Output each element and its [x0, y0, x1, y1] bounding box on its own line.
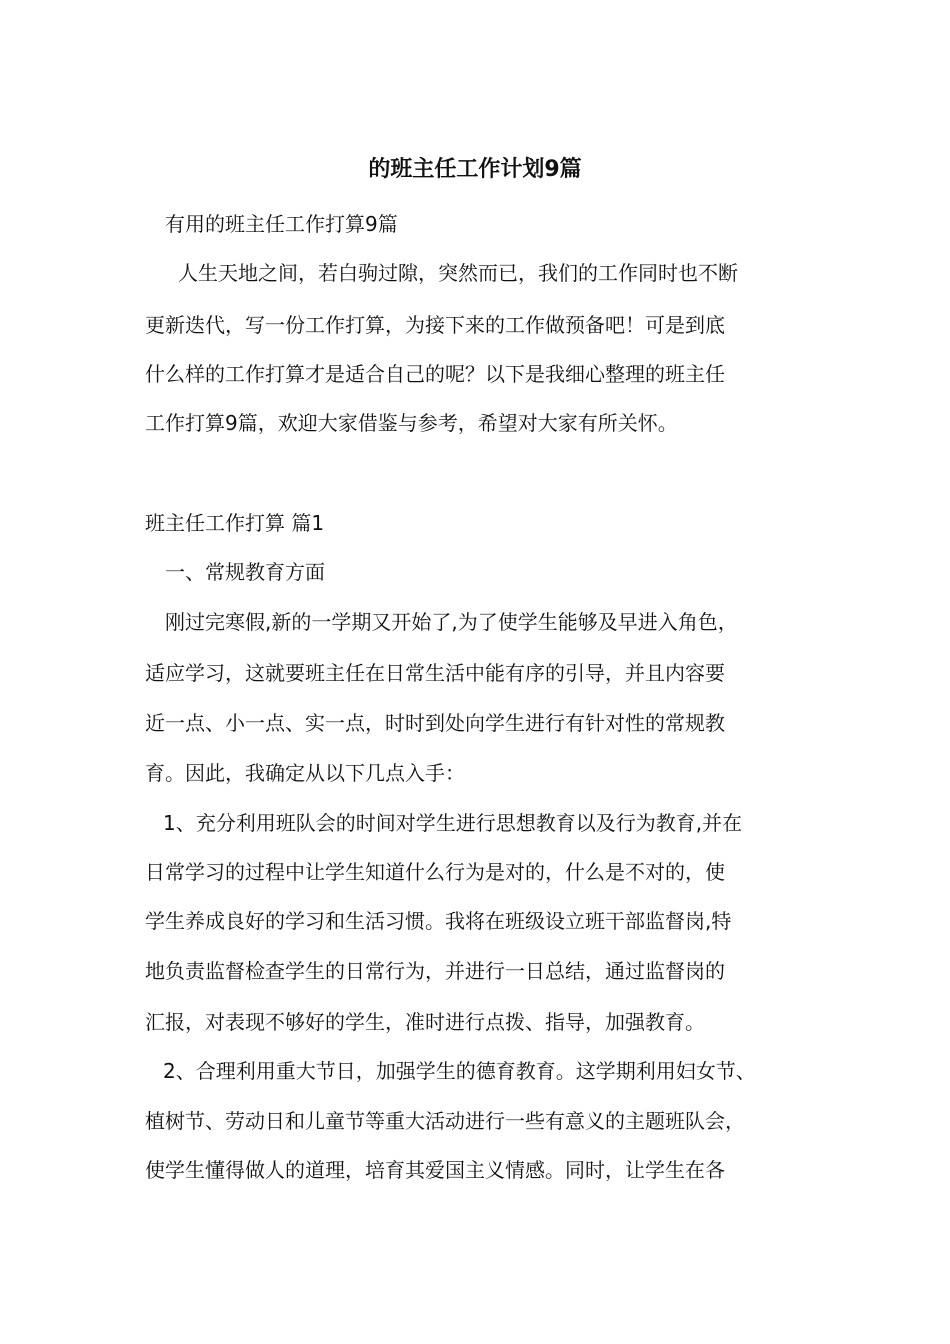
- list-item-line: 2、合理利用重大节日，加强学生的德育教育。这学期利用妇女节、: [163, 1059, 756, 1083]
- list-item-line: 植树节、劳动日和儿童节等重大活动进行一些有意义的主题班队会，: [145, 1109, 745, 1133]
- intro-line: 人生天地之间，若白驹过隙，突然而已，我们的工作同时也不断: [178, 261, 738, 285]
- list-item-line: 日常学习的过程中让学生知道什么行为是对的，什么是不对的，使: [145, 860, 725, 884]
- list-item-line: 汇报，对表现不够好的学生，准时进行点拨、指导，加强教育。: [145, 1010, 705, 1034]
- subsection-heading: 一、常规教育方面: [165, 560, 325, 584]
- intro-line: 工作打算9篇，欢迎大家借鉴与参考，希望对大家有所关怀。: [145, 411, 678, 435]
- paragraph-line: 育。因此，我确定从以下几点入手：: [145, 761, 465, 785]
- paragraph-line: 近一点、小一点、实一点，时时到处向学生进行有针对性的常规教: [145, 711, 725, 735]
- document-title: 的班主任工作计划9篇: [368, 157, 582, 182]
- intro-line: 更新迭代，写一份工作打算，为接下来的工作做预备吧！可是到底: [145, 313, 725, 337]
- list-item-line: 1、充分利用班队会的时间对学生进行思想教育以及行为教育,并在: [163, 811, 743, 835]
- section-heading: 班主任工作打算 篇1: [145, 511, 325, 535]
- list-item-line: 使学生懂得做人的道理，培育其爱国主义情感。同时，让学生在各: [145, 1158, 725, 1182]
- paragraph-line: 适应学习，这就要班主任在日常生活中能有序的引导，并且内容要: [145, 661, 725, 685]
- document-subtitle: 有用的班主任工作打算9篇: [165, 212, 398, 236]
- list-item-line: 地负责监督检查学生的日常行为，并进行一日总结，通过监督岗的: [145, 959, 725, 983]
- intro-line: 什么样的工作打算才是适合自己的呢？以下是我细心整理的班主任: [145, 362, 725, 386]
- paragraph-line: 刚过完寒假,新的一学期又开始了,为了使学生能够及早进入角色，: [165, 610, 738, 634]
- list-item-line: 学生养成良好的学习和生活习惯。我将在班级设立班干部监督岗,特: [145, 909, 732, 933]
